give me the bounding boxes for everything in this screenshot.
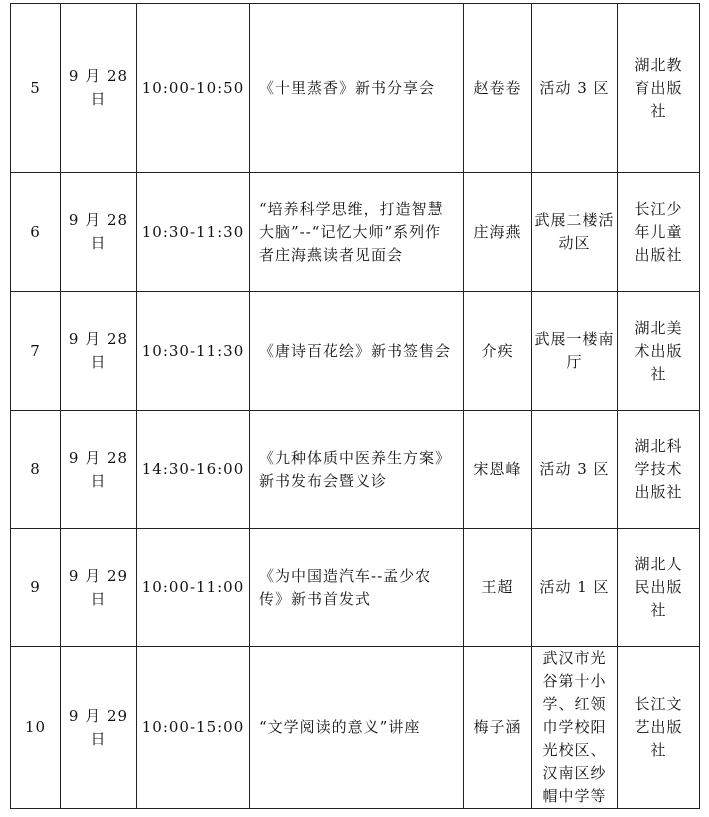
- event-date-line1: 9 月 28: [68, 211, 129, 229]
- table-row: [11, 4, 700, 173]
- row-number: 7: [11, 292, 61, 411]
- event-date: [61, 292, 137, 411]
- event-date-line2: 日: [90, 729, 107, 748]
- event-location: 武展一楼南厅: [532, 292, 618, 411]
- event-date: [61, 647, 137, 809]
- event-speaker: 庄海燕: [464, 173, 532, 292]
- event-publisher: 湖北美术出版社: [618, 292, 700, 411]
- event-speaker: 宋恩峰: [464, 411, 532, 529]
- table-row: [11, 529, 700, 647]
- event-date-line2: 日: [90, 234, 107, 252]
- event-title: “文学阅读的意义”讲座: [250, 647, 464, 809]
- event-speaker: 王超: [464, 529, 532, 647]
- event-time: 10:00-10:50: [137, 4, 250, 173]
- event-title: “培养科学思维，打造智慧大脑”--“记忆大师”系列作者庄海燕读者见面会: [250, 173, 464, 292]
- row-number: 10: [11, 647, 61, 809]
- event-date: [61, 4, 137, 173]
- table-row: [11, 173, 700, 292]
- table-row: [11, 292, 700, 411]
- event-title: 《十里蒸香》新书分享会: [250, 4, 464, 173]
- event-date-line1: 9 月 29: [68, 566, 129, 585]
- event-publisher: 湖北科学技术出版社: [618, 411, 700, 529]
- row-number: 5: [11, 4, 61, 173]
- row-number: 8: [11, 411, 61, 529]
- event-time: 10:30-11:30: [137, 173, 250, 292]
- event-date-line1: 9 月 28: [68, 448, 129, 467]
- event-date-line1: 9 月 28: [68, 330, 129, 348]
- event-date: [61, 529, 137, 647]
- table-row: [11, 647, 700, 809]
- event-time: 10:30-11:30: [137, 292, 250, 411]
- event-location: 武汉市光谷第十小学、红领巾学校阳光校区、汉南区纱帽中学等: [532, 647, 618, 809]
- event-location: 活动 3 区: [532, 4, 618, 173]
- event-date-line1: 9 月 28: [68, 67, 129, 85]
- event-date-line1: 9 月 29: [68, 706, 129, 725]
- event-publisher: 湖北教育出版社: [618, 4, 700, 173]
- event-date: [61, 173, 137, 292]
- event-date-line2: 日: [90, 471, 107, 490]
- event-date: [61, 411, 137, 529]
- event-speaker: 梅子涵: [464, 647, 532, 809]
- event-location: 活动 1 区: [532, 529, 618, 647]
- event-schedule-table: [10, 3, 700, 809]
- row-number: 6: [11, 173, 61, 292]
- event-publisher: 长江少年儿童出版社: [618, 173, 700, 292]
- event-speaker: 赵卷卷: [464, 4, 532, 173]
- event-title: 《九种体质中医养生方案》新书发布会暨义诊: [250, 411, 464, 529]
- event-location: 活动 3 区: [532, 411, 618, 529]
- event-date-line2: 日: [90, 353, 107, 371]
- event-time: 10:00-15:00: [137, 647, 250, 809]
- event-publisher: 长江文艺出版社: [618, 647, 700, 809]
- row-number: 9: [11, 529, 61, 647]
- event-time: 14:30-16:00: [137, 411, 250, 529]
- table-row: [11, 411, 700, 529]
- event-date-line2: 日: [90, 90, 107, 108]
- event-time: 10:00-11:00: [137, 529, 250, 647]
- event-title: 《为中国造汽车--孟少农传》新书首发式: [250, 529, 464, 647]
- event-date-line2: 日: [90, 589, 107, 608]
- event-publisher: 湖北人民出版社: [618, 529, 700, 647]
- event-speaker: 介疾: [464, 292, 532, 411]
- event-title: 《唐诗百花绘》新书签售会: [250, 292, 464, 411]
- event-location: 武展二楼活动区: [532, 173, 618, 292]
